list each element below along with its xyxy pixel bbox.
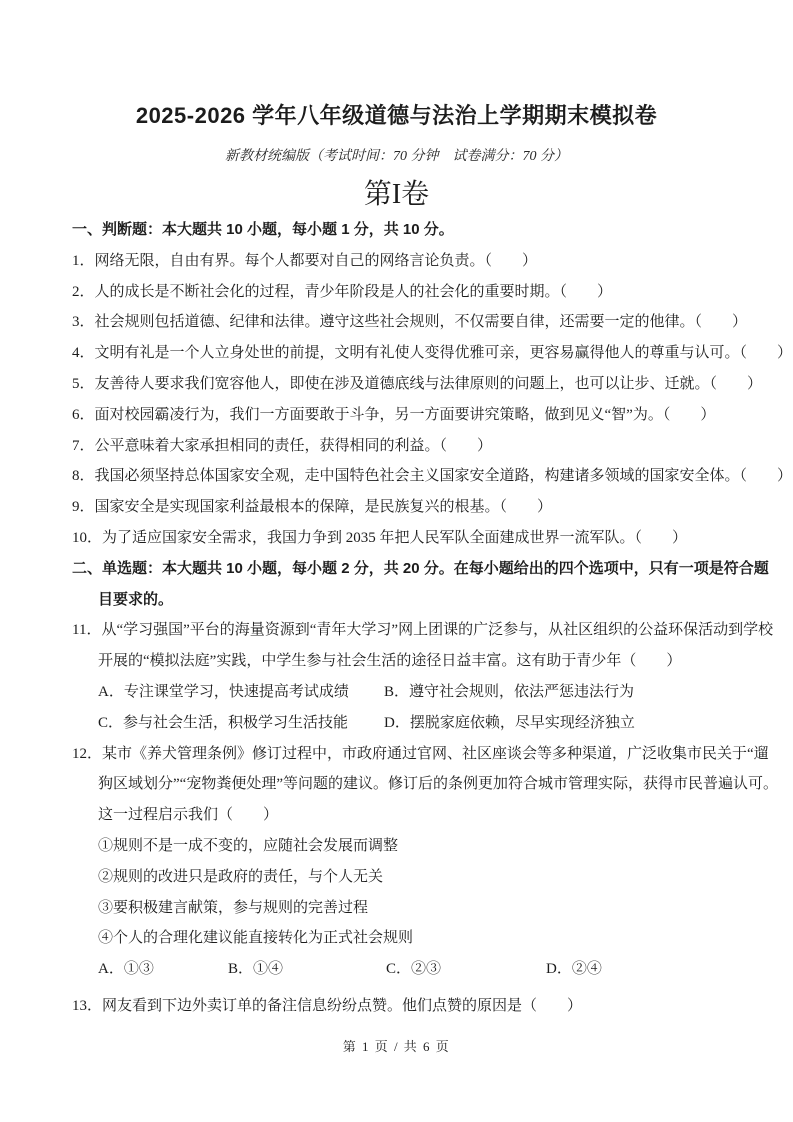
question-11-line1: 11．从“学习强国”平台的海量资源到“青年大学习”网上团课的广泛参与，从社区组织的公益环保活动到学校 [72, 622, 774, 639]
question-12-option-c: C．②③ [386, 961, 442, 978]
question-5: 5．友善待人要求我们宽容他人，即使在涉及道德底线与法律原则的问题上，也可以让步、迁就。（ ） [72, 375, 763, 392]
part-title: 第I卷 [363, 179, 430, 210]
section1-heading: 一、判断题：本大题共 10 小题，每小题 1 分，共 10 分。 [72, 221, 454, 238]
question-11-option-d: D．摆脱家庭依赖，尽早实现经济独立 [384, 714, 635, 731]
question-12-option-a: A．①③ [98, 961, 154, 978]
question-12-item-2: ②规则的改进只是政府的责任，与个人无关 [98, 868, 384, 885]
question-10: 10．为了适应国家安全需求，我国力争到 2035 年把人民军队全面建成世界一流军队。（ ） [72, 529, 688, 546]
page-subtitle: 新教材统编版（考试时间：70 分钟 试卷满分：70 分） [225, 149, 568, 164]
page-footer: 第 1 页 / 共 6 页 [342, 1039, 451, 1054]
question-11-option-b: B．遵守社会规则，依法严惩违法行为 [384, 683, 635, 700]
section2-heading-line1: 二、单选题：本大题共 10 小题，每小题 2 分，共 20 分。在每小题给出的四个选项中，只有一项是符合题 [72, 559, 769, 577]
question-12-option-b: B．①④ [228, 961, 284, 978]
question-11-option-c: C．参与社会生活，积极学习生活技能 [98, 714, 349, 731]
question-11-options-row1 [72, 677, 724, 708]
question-12-line3: 这一过程启示我们（ ） [98, 807, 279, 824]
question-12-line2: 狗区域划分”“宠物粪便处理”等问题的建议。修订后的条例更加符合城市管理实际，获得市民普遍认可。 [98, 776, 778, 793]
section2-heading-line2: 目要求的。 [98, 590, 174, 608]
question-6: 6．面对校园霸凌行为，我们一方面要敢于斗争，另一方面要讲究策略，做到见义“智”为。（ ） [72, 406, 716, 423]
question-12-options-row [72, 954, 724, 985]
question-11-options-row2 [72, 708, 724, 739]
question-11-option-a: A．专注课堂学习，快速提高考试成绩 [98, 683, 349, 700]
question-12-item-4: ④个人的合理化建议能直接转化为正式社会规则 [98, 930, 414, 947]
question-4: 4．文明有礼是一个人立身处世的前提，文明有礼使人变得优雅可亲，更容易赢得他人的尊重与认可。（ ） [72, 345, 793, 362]
question-1: 1．网络无限，自由有界。每个人都要对自己的网络言论负责。（ ） [72, 252, 538, 269]
question-13: 13．网友看到下边外卖订单的备注信息纷纷点赞。他们点赞的原因是（ ） [72, 997, 583, 1014]
question-12-line1: 12．某市《养犬管理条例》修订过程中，市政府通过官网、社区座谈会等多种渠道，广泛收集市民关于“遛 [72, 745, 769, 762]
page-title: 2025-2026 学年八年级道德与法治上学期期末模拟卷 [135, 103, 658, 128]
question-12-item-3: ③要积极建言献策，参与规则的完善过程 [98, 899, 369, 916]
question-9: 9．国家安全是实现国家利益最根本的保障，是民族复兴的根基。（ ） [72, 499, 553, 516]
question-8: 8．我国必须坚持总体国家安全观，走中国特色社会主义国家安全道路，构建诸多领域的国家安全体。（ ） [72, 468, 793, 485]
question-11-line2: 开展的“模拟法庭”实践，中学生参与社会生活的途径日益丰富。这有助于青少年（ ） [98, 653, 682, 670]
question-7: 7．公平意味着大家承担相同的责任，获得相同的利益。（ ） [72, 437, 493, 454]
question-2: 2．人的成长是不断社会化的过程，青少年阶段是人的社会化的重要时期。（ ） [72, 283, 613, 300]
question-3: 3．社会规则包括道德、纪律和法律。遵守这些社会规则，不仅需要自律，还需要一定的他律。（ ） [72, 314, 748, 331]
question-12-item-1: ①规则不是一成不变的，应随社会发展而调整 [98, 837, 399, 854]
exam-body [72, 215, 793, 1022]
question-12-option-d: D．②④ [546, 961, 602, 978]
